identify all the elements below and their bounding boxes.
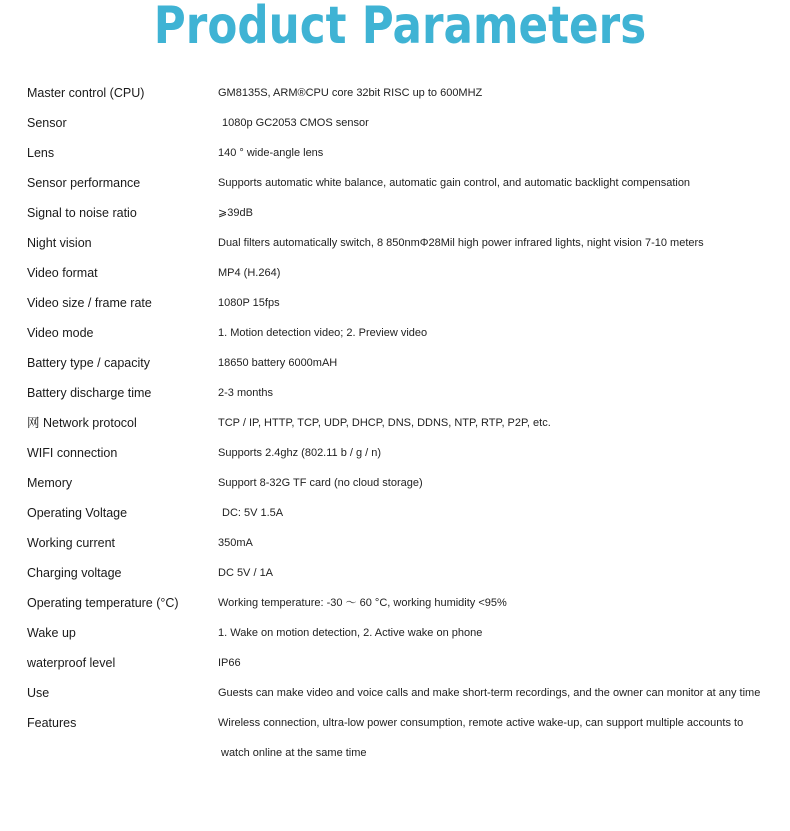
param-label: Battery type / capacity [27, 356, 150, 370]
param-row-operating-voltage [0, 498, 790, 528]
param-row-working-current [0, 528, 790, 558]
param-value: Guests can make video and voice calls and make short-term recordings, and the owner can monitor at any time [218, 687, 761, 699]
param-value: ⩾39dB [218, 207, 253, 219]
param-row-charging-voltage [0, 558, 790, 588]
param-row-video-format [0, 258, 790, 288]
param-row-features-continuation [0, 738, 790, 768]
param-value: 18650 battery 6000mAH [218, 357, 338, 369]
param-value: 350mA [218, 537, 253, 549]
param-value: Supports automatic white balance, automatic gain control, and automatic backlight compensation [218, 177, 691, 189]
param-value: Working temperature: -30 ～ 60 °C, working humidity <95% [218, 597, 507, 609]
param-label: Battery discharge time [27, 386, 152, 400]
param-label: Operating temperature (°C) [27, 596, 179, 610]
param-label: 网 Network protocol [27, 416, 137, 430]
param-row-waterproof [0, 648, 790, 678]
param-row-battery-discharge [0, 378, 790, 408]
parameter-table [0, 78, 790, 768]
param-label: Use [27, 686, 50, 700]
param-value: IP66 [218, 657, 241, 669]
param-label: Working current [27, 536, 115, 550]
param-row-sensor [0, 108, 790, 138]
param-value: Wireless connection, ultra-low power consumption, remote active wake-up, can support multiple accounts to [218, 717, 744, 729]
param-row-lens [0, 138, 790, 168]
param-label: Lens [27, 146, 55, 160]
param-row-operating-temperature [0, 588, 790, 618]
param-row-memory [0, 468, 790, 498]
param-label: Sensor performance [27, 176, 141, 190]
param-row-video-mode [0, 318, 790, 348]
param-value: TCP / IP, HTTP, TCP, UDP, DHCP, DNS, DDNS, NTP, RTP, P2P, etc. [218, 417, 551, 429]
param-value: 1080P 15fps [218, 297, 280, 309]
param-value: DC: 5V 1.5A [222, 507, 284, 519]
param-row-network-protocol [0, 408, 790, 438]
param-value: Dual filters automatically switch, 8 850nmΦ28Mil high power infrared lights, night vision 7-10 meters [218, 237, 704, 249]
param-label: waterproof level [27, 656, 116, 670]
param-label: Master control (CPU) [27, 86, 145, 100]
param-label: Sensor [27, 116, 67, 130]
param-row-snr [0, 198, 790, 228]
param-label: Video format [27, 266, 98, 280]
param-value: MP4 (H.264) [218, 267, 281, 279]
param-value: DC 5V / 1A [218, 567, 274, 579]
param-label: WIFI connection [27, 446, 118, 460]
param-value: 1. Wake on motion detection, 2. Active wake on phone [218, 627, 483, 639]
param-label: Operating Voltage [27, 506, 128, 520]
param-value: 1. Motion detection video; 2. Preview video [218, 327, 428, 339]
param-row-wake-up [0, 618, 790, 648]
param-value: 140 ° wide-angle lens [218, 147, 324, 159]
param-label: Memory [27, 476, 73, 490]
param-row-cpu [0, 78, 790, 108]
param-label: Wake up [27, 626, 76, 640]
param-row-video-size [0, 288, 790, 318]
param-label: Video mode [27, 326, 94, 340]
param-row-sensor-performance [0, 168, 790, 198]
param-value: 2-3 months [218, 387, 274, 399]
param-value: 1080p GC2053 CMOS sensor [222, 117, 369, 129]
param-value: Support 8-32G TF card (no cloud storage) [218, 477, 423, 489]
param-value: GM8135S, ARM®CPU core 32bit RISC up to 600MHZ [218, 87, 483, 99]
param-row-battery-type [0, 348, 790, 378]
param-label: Signal to noise ratio [27, 206, 137, 220]
param-row-features [0, 708, 790, 738]
param-value: Supports 2.4ghz (802.11 b / g / n) [218, 447, 382, 459]
param-row-use [0, 678, 790, 708]
param-label: Video size / frame rate [27, 296, 152, 310]
param-label: Charging voltage [27, 566, 122, 580]
param-row-night-vision [0, 228, 790, 258]
param-value-continuation: watch online at the same time [221, 747, 367, 759]
page-title: Product Parameters [153, 0, 647, 56]
param-row-wifi [0, 438, 790, 468]
param-label: Features [27, 716, 77, 730]
param-label: Night vision [27, 236, 92, 250]
